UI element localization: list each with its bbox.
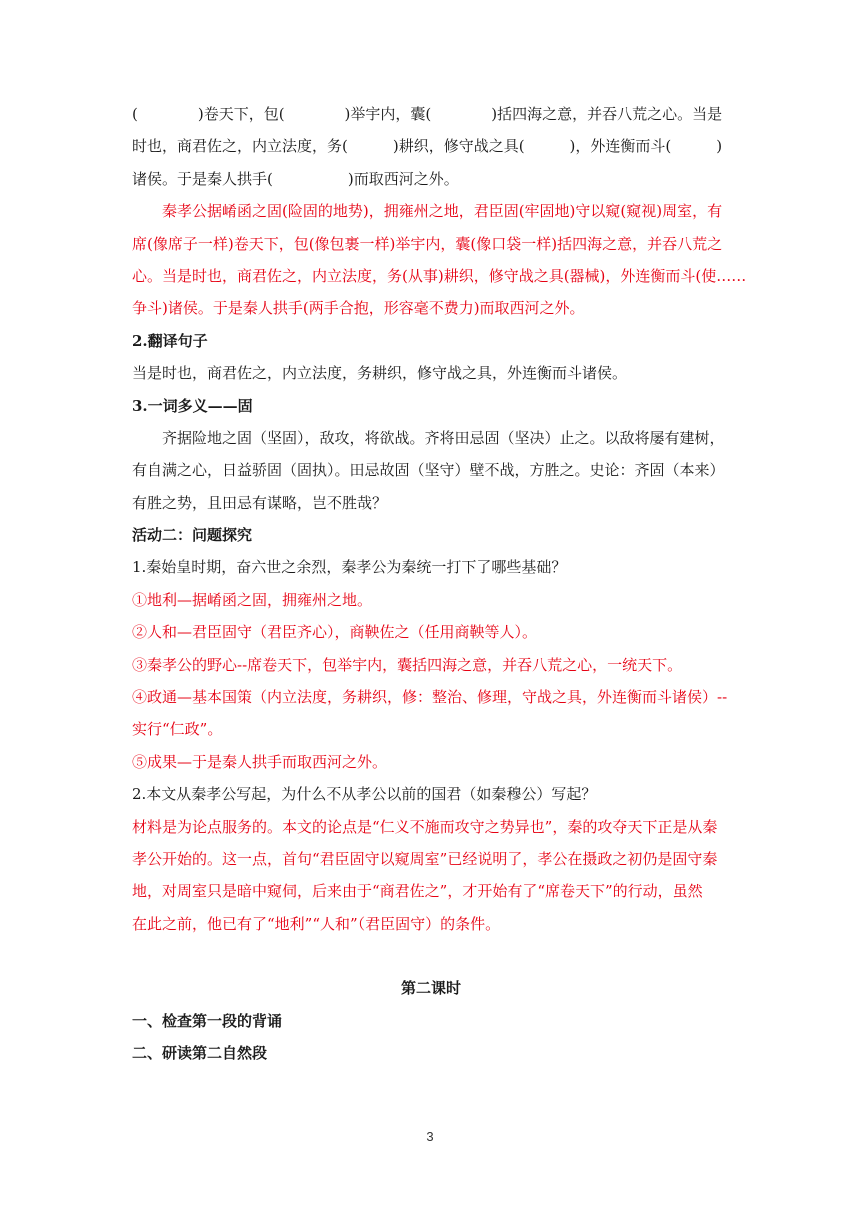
text-line: 2.翻译句子 bbox=[132, 331, 208, 350]
page-content bbox=[132, 104, 747, 1075]
text-line: ( )卷天下，包( )举宇内，囊( )括四海之意，并吞八荒之心。当是 bbox=[132, 105, 723, 123]
text-line: 席(像席子一样)卷天下，包(像包裹一样)举宇内，囊(像口袋一样)括四海之意，并吞八荒之 bbox=[132, 234, 723, 253]
text-line: ③秦孝公的野心--席卷天下，包举宇内，囊括四海之意，并吞八荒之心，一统天下。 bbox=[132, 655, 683, 674]
text-line: ①地利—据崤函之固，拥雍州之地。 bbox=[132, 590, 373, 609]
text-line: 地，对周室只是暗中窥伺，后来由于“商君佐之”，才开始有了“席卷天下”的行动，虽然 bbox=[132, 882, 703, 901]
lesson2-heading-1: 一、检查第一段的背诵 bbox=[132, 1011, 283, 1030]
lesson2-heading-2: 二、研读第二自然段 bbox=[132, 1043, 268, 1062]
text-line: 2.本文从秦孝公写起，为什么不从孝公以前的国君（如秦穆公）写起？ bbox=[132, 785, 597, 804]
text-line: 3.一词多义——固 bbox=[132, 396, 253, 415]
text-line: 有自满之心，日益骄固（固执）。田忌故固（坚守）壁不战，方胜之。史论：齐固（本来） bbox=[132, 461, 725, 480]
lesson2-title: 第二课时 bbox=[400, 979, 461, 998]
text-line: 时也，商君佐之，内立法度，务( )耕织，修守战之具( )，外连衡而斗( ) bbox=[132, 137, 723, 156]
text-line: 活动二：问题探究 bbox=[132, 526, 253, 545]
text-line: 实行“仁政”。 bbox=[132, 720, 223, 739]
text-line: ②人和—君臣固守（君臣齐心），商鞅佐之（任用商鞅等人）。 bbox=[132, 623, 538, 642]
text-line: ④政通—基本国策（内立法度，务耕织，修：整治、修理，守战之具，外连衡而斗诸侯）-- bbox=[132, 688, 728, 707]
text-lines bbox=[132, 104, 747, 935]
text-line: 秦孝公据崤函之固(险固的地势)，拥雍州之地，君臣固(牢固地)守以窥(窥视)周室，有 bbox=[162, 202, 723, 221]
text-line: 诸侯。于是秦人拱手( )而取西河之外。 bbox=[132, 169, 459, 188]
text-line: 当是时也，商君佐之，内立法度，务耕织，修守战之具，外连衡而斗诸侯。 bbox=[132, 364, 628, 383]
page-number: 3 bbox=[426, 1129, 434, 1144]
text-line: ⑤成果—于是秦人拱手而取西河之外。 bbox=[132, 752, 388, 771]
text-line: 材料是为论点服务的。本文的论点是“仁义不施而攻守之势异也”，秦的攻夺天下正是从秦 bbox=[132, 817, 718, 836]
text-line: 1.秦始皇时期，奋六世之余烈，秦孝公为秦统一打下了哪些基础？ bbox=[132, 558, 567, 577]
section-gap bbox=[132, 946, 730, 978]
text-line: 齐据险地之固（坚固），敌攻，将欲战。齐将田忌固（坚决）止之。以敌将屡有建树， bbox=[162, 428, 725, 447]
text-line: 孝公开始的。这一点，首句“君臣固守以窥周室”已经说明了，孝公在摄政之初仍是固守秦 bbox=[132, 849, 718, 868]
text-line: 在此之前，他已有了“地利”“人和”（君臣固守）的条件。 bbox=[132, 914, 501, 933]
text-line: 争斗)诸侯。于是秦人拱手(两手合抱，形容毫不费力)而取西河之外。 bbox=[132, 299, 585, 318]
text-line: 有胜之势，且田忌有谋略，岂不胜哉？ bbox=[132, 493, 388, 512]
text-line: 心。当是时也，商君佐之，内立法度，务(从事)耕织，修守战之具(器械)，外连衡而斗(使…… bbox=[132, 266, 747, 285]
